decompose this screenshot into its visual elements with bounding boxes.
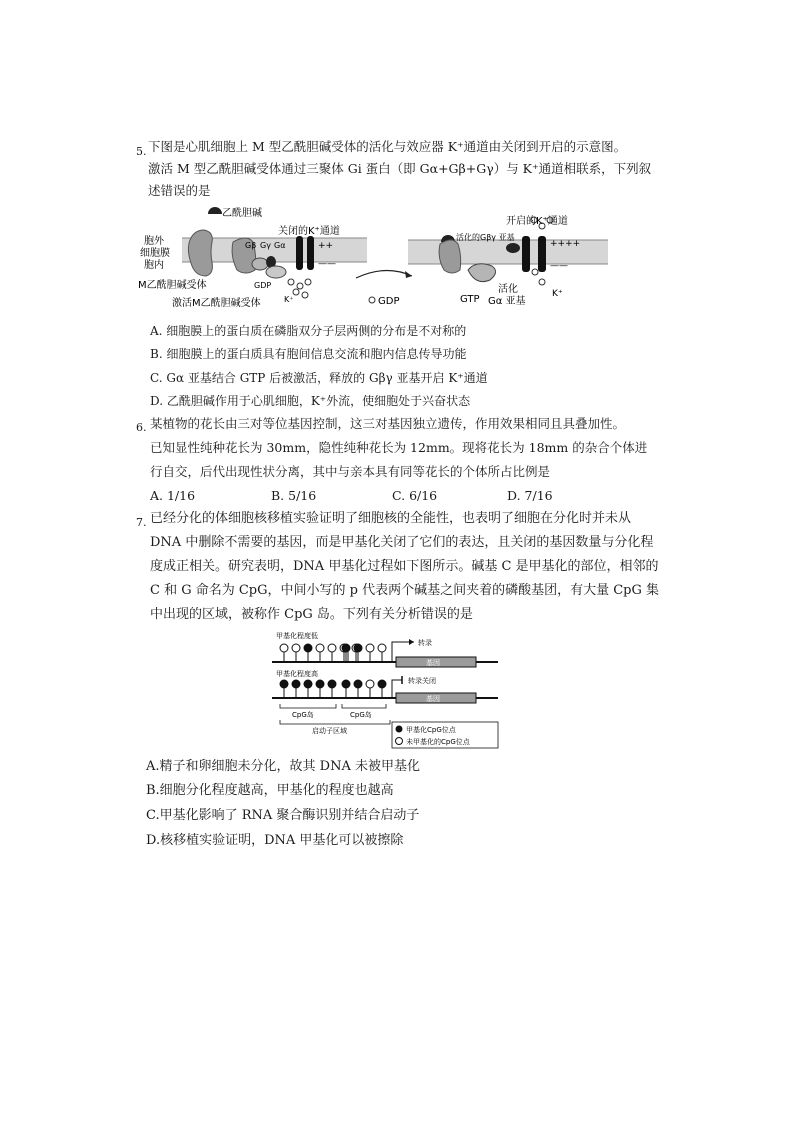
q7-option-c: C.甲基化影响了 RNA 聚合酶识别并结合启动子 xyxy=(146,808,420,823)
label-g-gamma: Gγ xyxy=(260,241,271,250)
receptor-shape-right xyxy=(439,240,461,273)
label-inside: 胞内 xyxy=(144,260,164,271)
label-activated-receptor: 激活M乙酰胆碱受体 xyxy=(172,298,261,309)
activated-gbg-shape xyxy=(506,243,520,253)
q5-stem-line2: 激活 M 型乙酰胆碱受体通过三聚体 Gi 蛋白（即 Gα+Gβ+Gγ）与 K⁺通道相联系，下列叙 xyxy=(148,161,652,176)
q6-stem-line2: 已知显性纯种花长为 30mm，隐性纯种花长为 12mm。现将花长为 18mm 的杂合个体进 xyxy=(150,440,648,455)
process-arrow xyxy=(356,270,412,278)
receptor-shape-left xyxy=(188,230,212,276)
q6-stem-line1: 某植物的花长由三对等位基因控制，这三对基因独立遗传，作用效果相同且具叠加性。 xyxy=(150,416,626,431)
label-gtp: GTP xyxy=(460,294,480,305)
label-low-methylation: 甲基化程度低 xyxy=(276,632,318,640)
q6-option-b: B. 5/16 xyxy=(271,488,317,503)
label-outside: 胞外 xyxy=(144,236,164,247)
k-channel-open-left xyxy=(522,236,530,272)
gdp-released xyxy=(369,297,375,303)
q5-option-a: A. 细胞膜上的蛋白质在磷脂双分子层两侧的分布是不对称的 xyxy=(150,324,467,338)
label-g-beta: Gβ xyxy=(245,241,257,250)
g-alpha-shape xyxy=(266,266,286,278)
q5-option-d: D. 乙酰胆碱作用于心肌细胞，K⁺外流，使细胞处于兴奋状态 xyxy=(150,394,471,408)
label-activated-ga-1: 活化 xyxy=(498,284,518,295)
dna-methylation-diagram xyxy=(268,628,500,750)
label-cpg-island-2: CpG岛 xyxy=(350,711,372,719)
label-gdp-released: GDP xyxy=(378,296,400,307)
q6-stem-line3: 行自交，后代出现性状分离，其中与亲本具有同等花长的个体所占比例是 xyxy=(150,464,551,479)
label-k-left: K⁺ xyxy=(284,295,294,304)
process-arrowhead xyxy=(405,271,412,278)
acetylcholine-shape xyxy=(208,207,222,214)
k-channel-closed-left xyxy=(296,236,303,270)
label-membrane: 细胞膜 xyxy=(140,248,170,259)
q5-number: 5. xyxy=(136,145,147,158)
q5-stem-line1: 下图是心肌细胞上 M 型乙酰胆碱受体的活化与效应器 K⁺通道由关闭到开启的示意图。 xyxy=(148,139,627,154)
label-minus-closed: —— xyxy=(318,259,336,269)
label-minus-open: —— xyxy=(550,261,568,271)
k-channel-closed-right xyxy=(307,236,314,270)
q7-option-d: D.核移植实验证明，DNA 甲基化可以被擦除 xyxy=(146,833,404,848)
label-cpg-island-1: CpG岛 xyxy=(292,711,314,719)
label-open-channel: 开启的K⁺通道 xyxy=(506,216,568,227)
g-beta-shape xyxy=(252,258,268,270)
q7-option-a: A.精子和卵细胞未分化，故其 DNA 未被甲基化 xyxy=(146,759,420,774)
label-activated-gbg: 活化的Gβγ 亚基 xyxy=(456,233,515,242)
label-transcription-off: 转录关闭 xyxy=(408,677,436,685)
label-acetylcholine: 乙酰胆碱 xyxy=(222,208,262,219)
q5-option-b: B. 细胞膜上的蛋白质具有胞间信息交流和胞内信息传导功能 xyxy=(150,347,467,361)
transcription-arrowhead xyxy=(409,639,414,645)
q6-option-d: D. 7/16 xyxy=(507,488,553,503)
label-g-alpha: Gα xyxy=(274,241,286,250)
legend-unmethylated-label: 未甲基化的CpG位点 xyxy=(406,738,470,746)
promoter-bracket xyxy=(280,720,390,724)
legend-unmethylated-dot xyxy=(396,738,403,745)
label-gdp: GDP xyxy=(254,281,272,290)
k-channel-open-right xyxy=(538,236,546,272)
activated-g-alpha-shape xyxy=(468,264,496,282)
label-k-right: K⁺ xyxy=(552,289,563,299)
label-promoter: 启动子区域 xyxy=(312,727,347,735)
label-activated-ga-2: Gα 亚基 xyxy=(488,296,526,307)
cpg-island-bracket-1 xyxy=(280,704,336,708)
cpg-sites-row1-right xyxy=(342,644,386,662)
q7-stem-line4: C 和 G 命名为 CpG，中间小写的 p 代表两个碱基之间夹着的磷酸基团，有大量 CpG 集 xyxy=(150,583,660,598)
q6-number: 6. xyxy=(136,421,147,434)
label-receptor: M乙酰胆碱受体 xyxy=(138,280,207,291)
q7-stem-line2: DNA 中删除不需要的基因，而是甲基化关闭了它们的表达，且关闭的基因数量与分化程 xyxy=(150,535,654,550)
q6-option-c: C. 6/16 xyxy=(392,488,438,503)
q7-stem-line5: 中出现的区域，被称作 CpG 岛。下列有关分析错误的是 xyxy=(150,607,473,622)
q7-stem-line1: 已经分化的体细胞核移植实验证明了细胞核的全能性，也表明了细胞在分化时并未从 xyxy=(150,511,632,526)
label-plus-open: ++++ xyxy=(550,239,581,249)
gi-protein-diagram xyxy=(138,202,618,314)
cpg-sites-row2 xyxy=(280,680,386,698)
legend-methylated-dot xyxy=(396,726,403,733)
gene-label-1: 基因 xyxy=(426,659,440,667)
label-closed-channel: 关闭的K⁺通道 xyxy=(278,226,340,237)
label-high-methylation: 甲基化程度高 xyxy=(276,670,318,678)
cpg-island-bracket-2 xyxy=(342,704,386,708)
q7-option-b: B.细胞分化程度越高，甲基化的程度也越高 xyxy=(146,783,394,798)
q6-option-a: A. 1/16 xyxy=(150,488,196,503)
label-plus-closed: ++ xyxy=(318,241,334,251)
legend-methylated-label: 甲基化CpG位点 xyxy=(406,726,456,734)
label-transcription: 转录 xyxy=(418,639,432,647)
q7-number: 7. xyxy=(136,516,147,529)
q5-stem-line3: 述错误的是 xyxy=(148,183,211,198)
q7-stem-line3: 度成正相关。研究表明，DNA 甲基化过程如下图所示。碱基 C 是甲基化的部位，相邻的 xyxy=(150,559,659,574)
gene-label-2: 基因 xyxy=(426,695,440,703)
q5-option-c: C. Gα 亚基结合 GTP 后被激活，释放的 Gβγ 亚基开启 K⁺通道 xyxy=(150,371,488,385)
